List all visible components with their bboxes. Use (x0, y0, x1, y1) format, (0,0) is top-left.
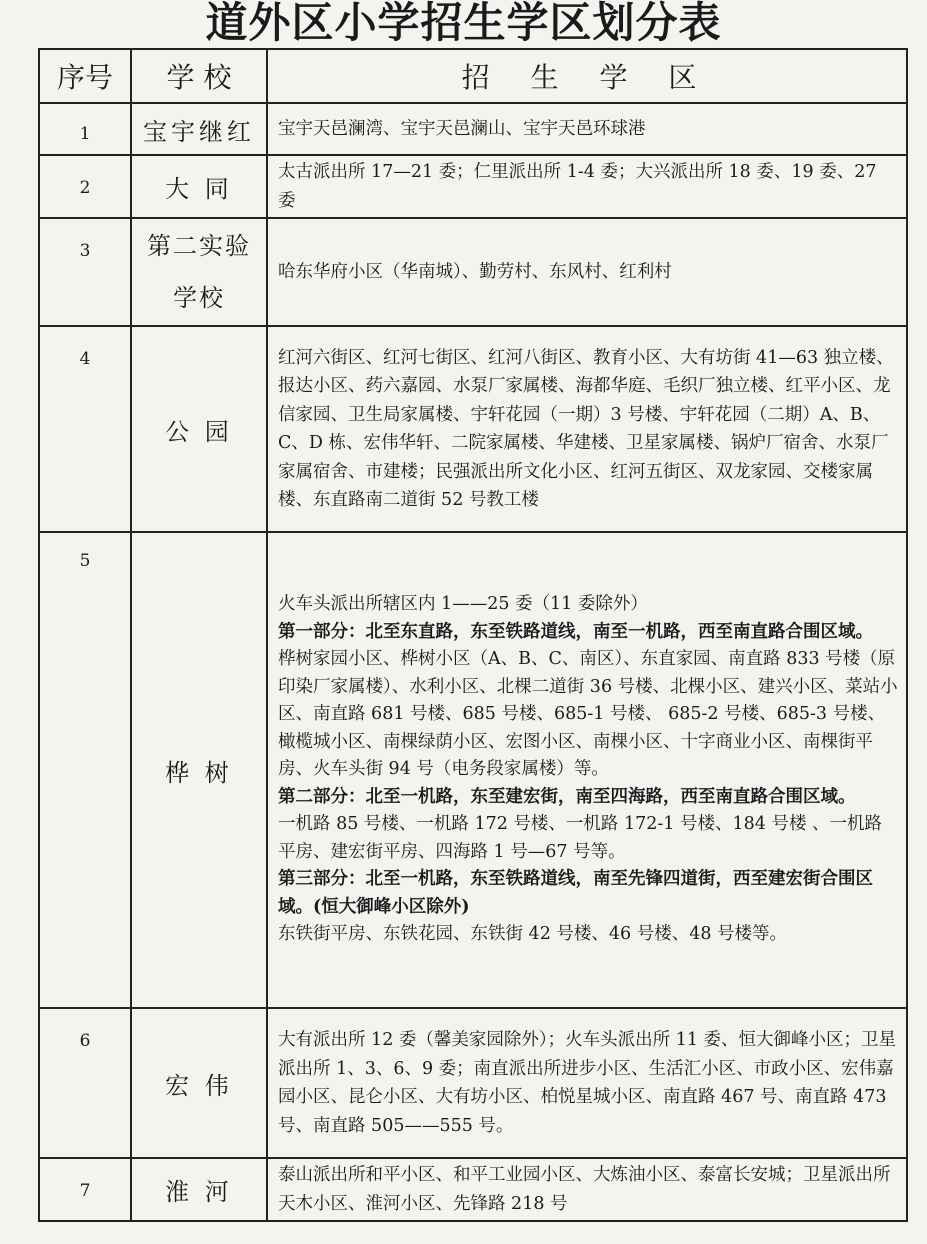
area-text: 大有派出所 12 委（馨美家园除外）；火车头派出所 11 委、恒大御峰小区；卫星派出所 1、3、6、9 委；南直派出所进步小区、生活汇小区、市政小区、宏伟嘉园小区、昆仑小区、大有坊小区、柏悦星城小区、南直路 467 号、南直路 473 号、南直路 505——555 号。 (278, 1030, 897, 1136)
row-number: 7 (39, 1158, 131, 1221)
area-text: 东铁街平房、东铁花园、东铁街 42 号楼、46 号楼、48 号楼等。 (278, 924, 788, 945)
row-number: 1 (39, 103, 131, 155)
table-row (39, 1158, 907, 1221)
area-text: 桦树家园小区、桦树小区（A、B、C、南区）、东直家园、南直路 833 号楼（原印染厂家属楼）、水利小区、北棵二道街 36 号楼、北棵小区、建兴小区、菜站小区、南直路 681 号楼、685 号楼、685-1 号楼、 685-2 号楼、685-3 号楼、橄榄城小区、南棵绿荫小区、宏图小区、南棵小区、十字商业小区、南棵街平房、火车头街 94 号（电务段家属楼）等。 (278, 649, 898, 780)
school-name: 宏 伟 (131, 1008, 267, 1158)
header-area: 招 生 学 区 (267, 49, 907, 103)
table-row (39, 155, 907, 218)
district-area (267, 1008, 907, 1158)
school-name: 桦 树 (131, 532, 267, 1008)
area-text: 火车头派出所辖区内 1——25 委（11 委除外） (278, 594, 648, 615)
district-area (267, 326, 907, 532)
school-name: 大 同 (131, 155, 267, 218)
area-text: 红河六街区、红河七街区、红河八街区、教育小区、大有坊街 41—63 独立楼、报达小区、药六嘉园、水泵厂家属楼、海都华庭、毛织厂独立楼、红平小区、龙信家园、卫生局家属楼、宇轩花园（一期）3 号楼、宇轩花园（二期）A、B、C、D 栋、宏伟华轩、二院家属楼、华建楼、卫星家属楼、锅炉厂宿舍、水泵厂家属宿舍、市建楼；民强派出所文化小区、红河五街区、双龙家园、交楼家属楼、东直路南二道街 52 号教工楼 (278, 347, 894, 510)
header-school: 学 校 (131, 49, 267, 103)
table-row (39, 103, 907, 155)
school-district-table (38, 48, 908, 1222)
area-text: 宝宇天邑澜湾、宝宇天邑澜山、宝宇天邑环球港 (278, 118, 646, 139)
row-number: 2 (39, 155, 131, 218)
row-number: 6 (39, 1008, 131, 1158)
area-text: 太古派出所 17—21 委；仁里派出所 1-4 委；大兴派出所 18 委、19 委、27 委 (278, 162, 877, 211)
district-area (267, 218, 907, 326)
area-section-heading: 第一部分：北至东直路，东至铁路道线，南至一机路，西至南直路合围区域。 (278, 621, 873, 642)
row-number: 3 (39, 218, 131, 326)
table-row (39, 218, 907, 326)
table-row (39, 532, 907, 1008)
area-section-heading: 第二部分：北至一机路，东至建宏街，南至四海路，西至南直路合围区域。 (278, 786, 856, 807)
area-text: 泰山派出所和平小区、和平工业园小区、大炼油小区、泰富长安城；卫星派出所天木小区、淮河小区、先锋路 218 号 (278, 1165, 891, 1214)
school-name: 公 园 (131, 326, 267, 532)
area-section-heading: 第三部分：北至一机路，东至铁路道线，南至先锋四道街，西至建宏街合围区域。(恒大御峰小区除外) (278, 869, 873, 917)
district-area (267, 155, 907, 218)
row-number: 5 (39, 532, 131, 1008)
school-name: 第二实验学校 (131, 218, 267, 326)
table-header-row (39, 49, 907, 103)
school-name: 淮 河 (131, 1158, 267, 1221)
district-area (267, 103, 907, 155)
page-title: 道外区小学招生学区划分表 (205, 0, 722, 47)
district-area (267, 1158, 907, 1221)
table-row (39, 326, 907, 532)
table-row (39, 1008, 907, 1158)
district-area (267, 532, 907, 1008)
header-no: 序号 (39, 49, 131, 103)
area-text: 一机路 85 号楼、一机路 172 号楼、一机路 172-1 号楼、184 号楼 、一机路平房、建宏街平房、四海路 1 号—67 号等。 (278, 814, 883, 862)
area-text: 哈东华府小区（华南城）、勤劳村、东风村、红利村 (278, 261, 672, 282)
school-name: 宝宇继红 (131, 103, 267, 155)
row-number: 4 (39, 326, 131, 532)
